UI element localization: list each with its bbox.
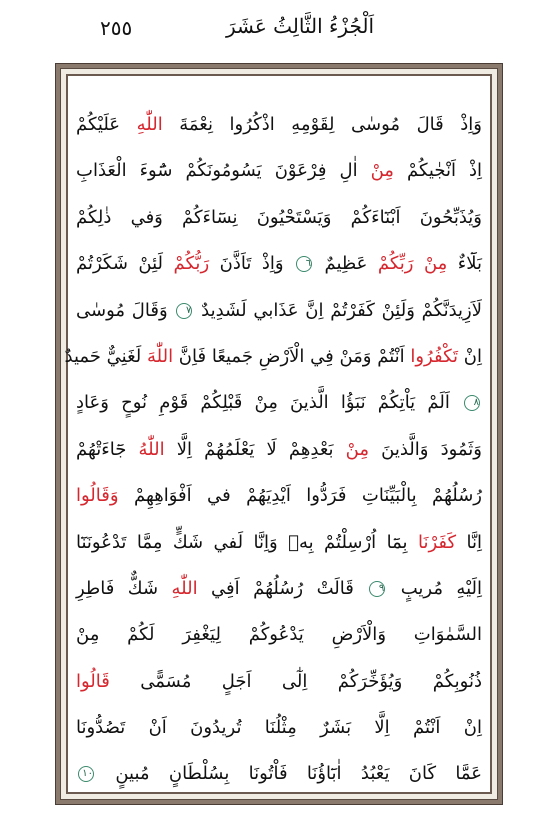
text-line xyxy=(76,427,482,473)
text-segment: بَلَٓاءٌ xyxy=(447,253,482,275)
text-line xyxy=(76,102,482,148)
highlighted-word: مِنْ رَبِّكُمْ xyxy=(377,253,448,275)
text-line xyxy=(76,612,482,658)
text-line xyxy=(76,380,482,426)
text-segment: عَظِيمٌ xyxy=(314,253,378,275)
text-segment: اَنْتُمْ وَمَنْ فِي الْاَرْضِ جَميعًا فَاِنَّ xyxy=(173,345,411,367)
page-frame xyxy=(55,63,503,805)
highlighted-word: اللّٰهِ xyxy=(136,114,163,135)
text-segment: اٰلِ فِرْعَوْنَ يَسُومُونَكُمْ سُٓوءَ الْعَذَابِ xyxy=(76,160,371,182)
text-segment: ذُنُوبِكُمْ وَيُؤَخِّرَكُمْ اِلٰٓى اَجَلٍ مُسَمًّى xyxy=(109,670,482,692)
text-line xyxy=(76,241,482,287)
ayah-number-marker: ٩ xyxy=(369,581,385,597)
highlighted-word: وَقَالُوا xyxy=(76,485,119,507)
text-segment: وَاِذْ تَاَذَّنَ xyxy=(209,253,294,275)
highlighted-word: رَبُّكُمْ xyxy=(173,253,210,275)
text-segment: لَغَنِيٌّ حَميدٌ xyxy=(64,345,147,367)
text-segment: وَيُذَبِّحُونَ اَبْنَٓاءَكُمْ وَيَسْتَحْيُونَ نِسَٓاءَكُمْ وَفي ذٰلِكُمْ xyxy=(76,206,482,228)
text-segment: شَكٌّ فَاطِرِ xyxy=(76,577,172,599)
text-segment: اِلَيْهِ مُريبٍ xyxy=(387,577,482,599)
text-segment: لَئِنْ شَكَرْتُمْ xyxy=(76,253,174,275)
text-segment: عَمَّا كَانَ يَعْبُدُ اٰبَٓاؤُنَا فَاْتُونَا بِسُلْطَانٍ مُبينٍ xyxy=(96,763,482,785)
ayah-number-marker: ٦ xyxy=(296,256,312,272)
highlighted-word: قَالُوا xyxy=(76,670,110,692)
highlighted-word: مِنْ xyxy=(370,160,394,182)
page-number: ٢٥٥ xyxy=(100,16,133,40)
text-segment: بَعْدِهِمْ لَا يَعْلَمُهُمْ اِلَّا xyxy=(164,438,346,460)
text-line xyxy=(76,473,482,519)
text-segment: وَثَمُودَ وَالَّذينَ xyxy=(369,438,482,460)
text-line xyxy=(76,751,482,797)
ayah-number-marker: ٧ xyxy=(176,303,192,319)
ayah-number-marker: ٨ xyxy=(464,395,480,411)
text-segment: اَلَمْ يَاْتِكُمْ نَبَؤُا الَّذينَ مِنْ قَبْلِكُمْ قَوْمِ نُوحٍ وَعَادٍ xyxy=(76,392,462,414)
text-segment: اِذْ اَنْجٰيكُمْ xyxy=(393,160,482,182)
juz-title: اَلْجُزْءُ الثَّالِثُ عَشَرَ xyxy=(225,14,375,38)
text-line xyxy=(76,520,482,566)
text-segment: عَلَيْكُمْ xyxy=(76,114,137,135)
text-line xyxy=(76,705,482,751)
text-segment: اِنَّا xyxy=(456,531,482,553)
text-line xyxy=(76,566,482,612)
quran-text-area xyxy=(64,102,483,798)
text-line xyxy=(76,659,482,705)
highlighted-word: اللّٰهَ xyxy=(146,345,174,367)
frame-border-middle xyxy=(60,68,498,800)
highlighted-word: مِنْ xyxy=(345,438,369,460)
text-segment: بِمَٓا اُرْسِلْتُمْ بِه۪ وَاِنَّا لَفي شَكٍّ مِمَّا تَدْعُونَنَٓا xyxy=(76,531,418,553)
text-segment: رُسُلُهُمْ بِالْبَيِّنَاتِ فَرَدُّوا اَيْدِيَهُمْ في اَفْوَاهِهِمْ xyxy=(118,485,482,507)
ayah-number-marker: ١٠ xyxy=(78,766,94,782)
text-line xyxy=(76,195,482,241)
highlighted-word: كَفَرْنَا xyxy=(417,531,457,553)
text-segment: جَٓاءَتْهُمْ xyxy=(76,438,139,460)
text-segment: السَّمٰوَاتِ وَالْاَرْضِ يَدْعُوكُمْ لِيَغْفِرَ لَكُمْ مِنْ xyxy=(76,624,482,646)
text-segment: اِنْ xyxy=(458,345,482,367)
text-segment: وَقَالَ مُوسٰى xyxy=(76,299,175,321)
text-segment: وَاِذْ قَالَ مُوسٰى لِقَوْمِهِ اذْكُرُوا نِعْمَةَ xyxy=(162,114,482,135)
highlighted-word: تَكْفُرُوا xyxy=(410,345,459,367)
text-line xyxy=(64,334,482,380)
highlighted-word: اللّٰهِ xyxy=(171,577,198,599)
text-segment: لَاَزِيدَنَّكُمْ وَلَئِنْ كَفَرْتُمْ اِنَّ عَذَابي لَشَدِيدٌ xyxy=(194,299,483,321)
text-line xyxy=(76,148,482,194)
text-segment: اِنْ اَنْتُمْ اِلَّا بَشَرٌ مِثْلُنَا تُريدُونَ اَنْ تَصُدُّونَا xyxy=(76,717,482,739)
text-segment: قَالَتْ رُسُلُهُمْ اَفِي xyxy=(197,577,368,599)
page-header xyxy=(60,12,510,46)
highlighted-word: اللّٰهُ xyxy=(138,438,165,460)
frame-border-inner xyxy=(66,74,492,794)
text-line xyxy=(76,288,482,334)
